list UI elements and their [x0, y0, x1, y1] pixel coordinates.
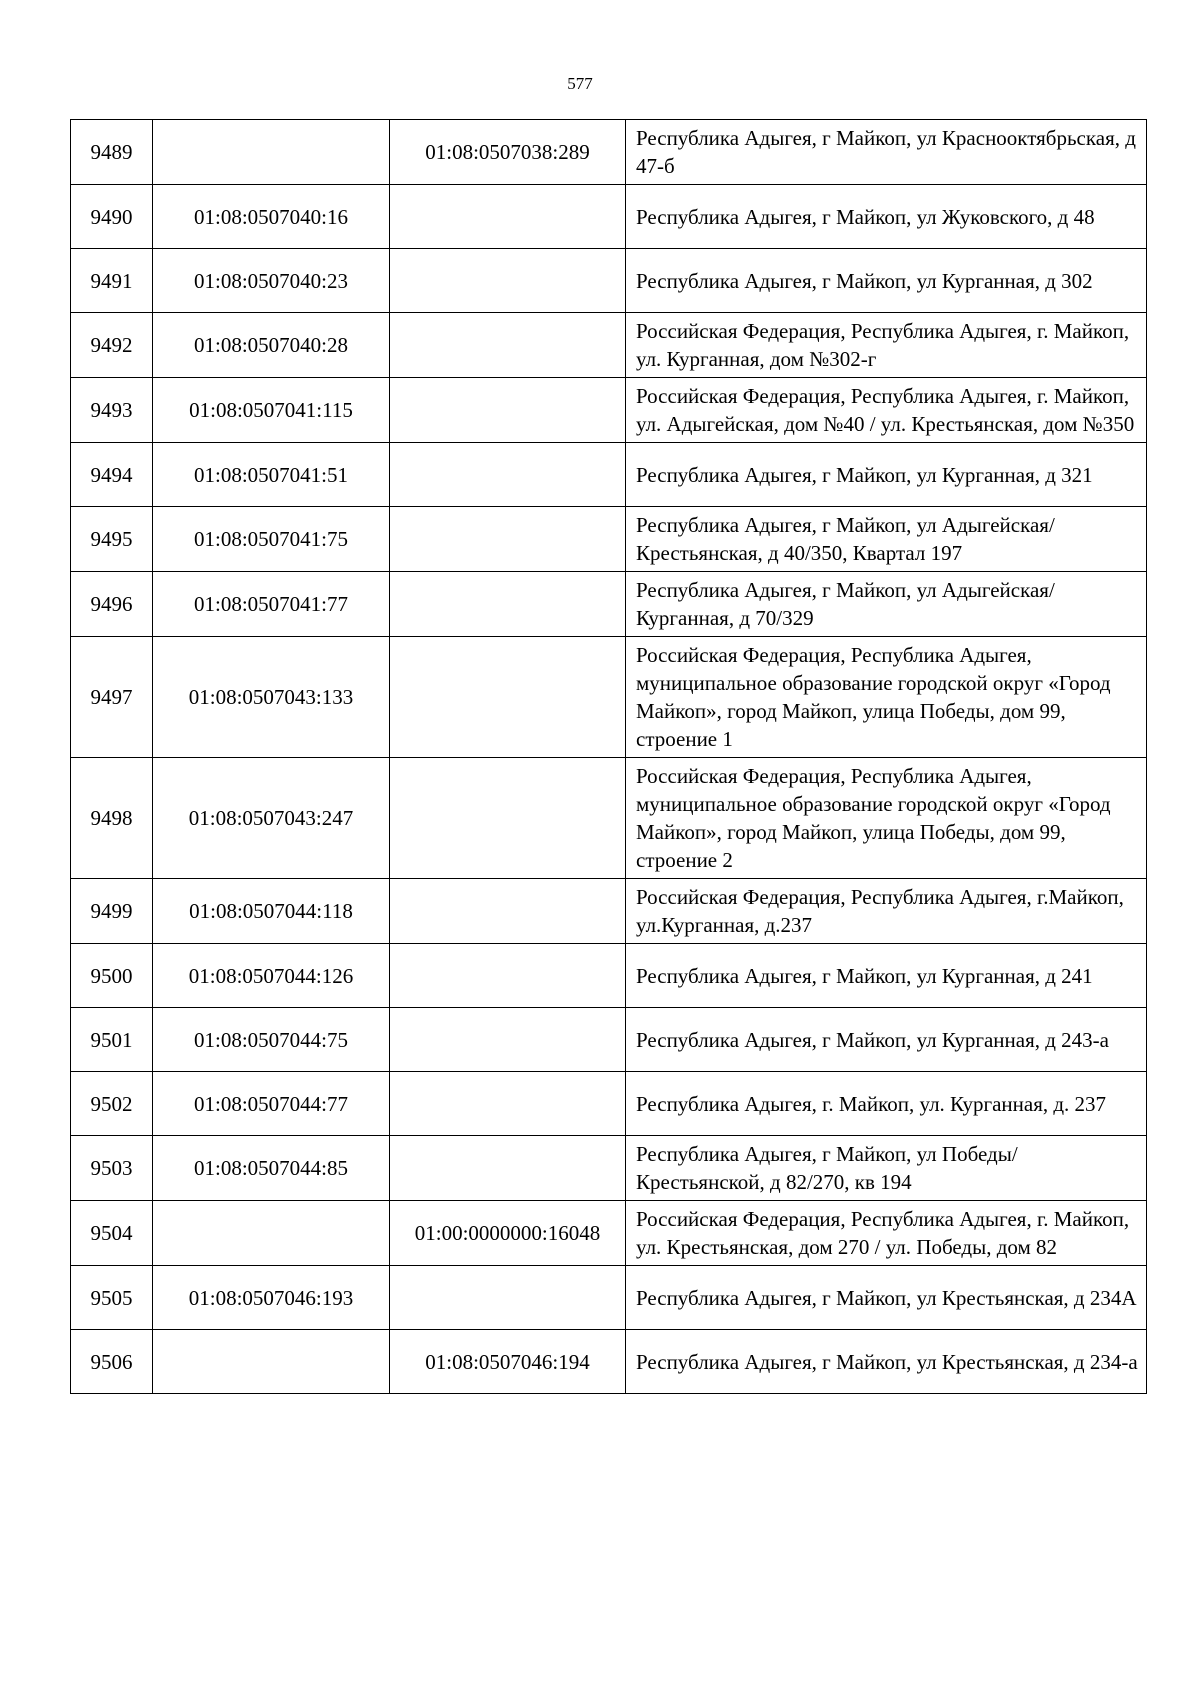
table-row [71, 443, 1147, 507]
address-cell: Республика Адыгея, г Майкоп, ул Адыгейская/Курганная, д 70/329 [626, 572, 1147, 637]
cadastral-number-cell: 01:08:0507043:247 [153, 758, 390, 879]
address-cell: Российская Федерация, Республика Адыгея, муниципальное образование городской округ «Город Майкоп», город Майкоп, улица Победы, дом 99, строение 2 [626, 758, 1147, 879]
table-row [71, 1136, 1147, 1201]
table-row [71, 313, 1147, 378]
secondary-cadastral-number-cell: 01:08:0507038:289 [390, 120, 626, 185]
table-row [71, 1201, 1147, 1266]
table-row [71, 572, 1147, 637]
table-row [71, 1266, 1147, 1330]
secondary-cadastral-number-cell [390, 443, 626, 507]
row-number-cell: 9505 [71, 1266, 153, 1330]
address-cell: Республика Адыгея, г Майкоп, ул Курганная, д 321 [626, 443, 1147, 507]
row-number-cell: 9506 [71, 1330, 153, 1394]
table-row [71, 1008, 1147, 1072]
cadastral-number-cell [153, 120, 390, 185]
address-cell: Российская Федерация, Республика Адыгея, г. Майкоп, ул. Курганная, дом №302-г [626, 313, 1147, 378]
row-number-cell: 9495 [71, 507, 153, 572]
cadastral-number-cell: 01:08:0507044:126 [153, 944, 390, 1008]
table-row [71, 637, 1147, 758]
property-table [70, 119, 1147, 1394]
row-number-cell: 9498 [71, 758, 153, 879]
address-cell: Республика Адыгея, г Майкоп, ул Краснооктябрьская, д 47-б [626, 120, 1147, 185]
table-row [71, 185, 1147, 249]
secondary-cadastral-number-cell [390, 1266, 626, 1330]
address-cell: Республика Адыгея, г Майкоп, ул Жуковского, д 48 [626, 185, 1147, 249]
address-cell: Российская Федерация, Республика Адыгея, муниципальное образование городской округ «Город Майкоп», город Майкоп, улица Победы, дом 99, строение 1 [626, 637, 1147, 758]
row-number-cell: 9504 [71, 1201, 153, 1266]
table-body [71, 120, 1147, 1394]
table-row [71, 120, 1147, 185]
cadastral-number-cell: 01:08:0507040:16 [153, 185, 390, 249]
cadastral-number-cell: 01:08:0507046:193 [153, 1266, 390, 1330]
row-number-cell: 9502 [71, 1072, 153, 1136]
secondary-cadastral-number-cell [390, 1008, 626, 1072]
cadastral-number-cell: 01:08:0507044:118 [153, 879, 390, 944]
secondary-cadastral-number-cell [390, 1072, 626, 1136]
secondary-cadastral-number-cell [390, 944, 626, 1008]
address-cell: Республика Адыгея, г Майкоп, ул Курганная, д 241 [626, 944, 1147, 1008]
row-number-cell: 9496 [71, 572, 153, 637]
address-cell: Республика Адыгея, г Майкоп, ул Адыгейская/Крестьянская, д 40/350, Квартал 197 [626, 507, 1147, 572]
address-cell: Республика Адыгея, г Майкоп, ул Курганная, д 302 [626, 249, 1147, 313]
page-number: 577 [567, 74, 593, 93]
secondary-cadastral-number-cell [390, 572, 626, 637]
row-number-cell: 9489 [71, 120, 153, 185]
secondary-cadastral-number-cell: 01:00:0000000:16048 [390, 1201, 626, 1266]
row-number-cell: 9499 [71, 879, 153, 944]
table-row [71, 879, 1147, 944]
table-row [71, 758, 1147, 879]
cadastral-number-cell: 01:08:0507041:115 [153, 378, 390, 443]
cadastral-number-cell [153, 1330, 390, 1394]
secondary-cadastral-number-cell [390, 249, 626, 313]
address-cell: Российская Федерация, Республика Адыгея, г.Майкоп, ул.Курганная, д.237 [626, 879, 1147, 944]
secondary-cadastral-number-cell: 01:08:0507046:194 [390, 1330, 626, 1394]
secondary-cadastral-number-cell [390, 1136, 626, 1201]
table-row [71, 1330, 1147, 1394]
address-cell: Республика Адыгея, г Майкоп, ул Курганная, д 243-а [626, 1008, 1147, 1072]
secondary-cadastral-number-cell [390, 879, 626, 944]
cadastral-number-cell: 01:08:0507041:77 [153, 572, 390, 637]
row-number-cell: 9501 [71, 1008, 153, 1072]
address-cell: Российская Федерация, Республика Адыгея, г. Майкоп, ул. Крестьянская, дом 270 / ул. Победы, дом 82 [626, 1201, 1147, 1266]
secondary-cadastral-number-cell [390, 507, 626, 572]
row-number-cell: 9491 [71, 249, 153, 313]
secondary-cadastral-number-cell [390, 378, 626, 443]
row-number-cell: 9493 [71, 378, 153, 443]
row-number-cell: 9492 [71, 313, 153, 378]
address-cell: Республика Адыгея, г Майкоп, ул Победы/Крестьянской, д 82/270, кв 194 [626, 1136, 1147, 1201]
row-number-cell: 9490 [71, 185, 153, 249]
row-number-cell: 9494 [71, 443, 153, 507]
table-row [71, 944, 1147, 1008]
secondary-cadastral-number-cell [390, 758, 626, 879]
secondary-cadastral-number-cell [390, 185, 626, 249]
table-row [71, 1072, 1147, 1136]
cadastral-number-cell: 01:08:0507040:28 [153, 313, 390, 378]
cadastral-number-cell: 01:08:0507041:75 [153, 507, 390, 572]
table-row [71, 378, 1147, 443]
row-number-cell: 9500 [71, 944, 153, 1008]
row-number-cell: 9497 [71, 637, 153, 758]
cadastral-number-cell: 01:08:0507044:85 [153, 1136, 390, 1201]
cadastral-number-cell: 01:08:0507041:51 [153, 443, 390, 507]
cadastral-number-cell [153, 1201, 390, 1266]
cadastral-number-cell: 01:08:0507044:77 [153, 1072, 390, 1136]
address-cell: Республика Адыгея, г Майкоп, ул Крестьянская, д 234А [626, 1266, 1147, 1330]
cadastral-number-cell: 01:08:0507040:23 [153, 249, 390, 313]
table-row [71, 507, 1147, 572]
secondary-cadastral-number-cell [390, 313, 626, 378]
cadastral-number-cell: 01:08:0507044:75 [153, 1008, 390, 1072]
secondary-cadastral-number-cell [390, 637, 626, 758]
address-cell: Республика Адыгея, г. Майкоп, ул. Курганная, д. 237 [626, 1072, 1147, 1136]
address-cell: Республика Адыгея, г Майкоп, ул Крестьянская, д 234-а [626, 1330, 1147, 1394]
row-number-cell: 9503 [71, 1136, 153, 1201]
address-cell: Российская Федерация, Республика Адыгея, г. Майкоп, ул. Адыгейская, дом №40 / ул. Крестьянская, дом №350 [626, 378, 1147, 443]
cadastral-number-cell: 01:08:0507043:133 [153, 637, 390, 758]
table-row [71, 249, 1147, 313]
